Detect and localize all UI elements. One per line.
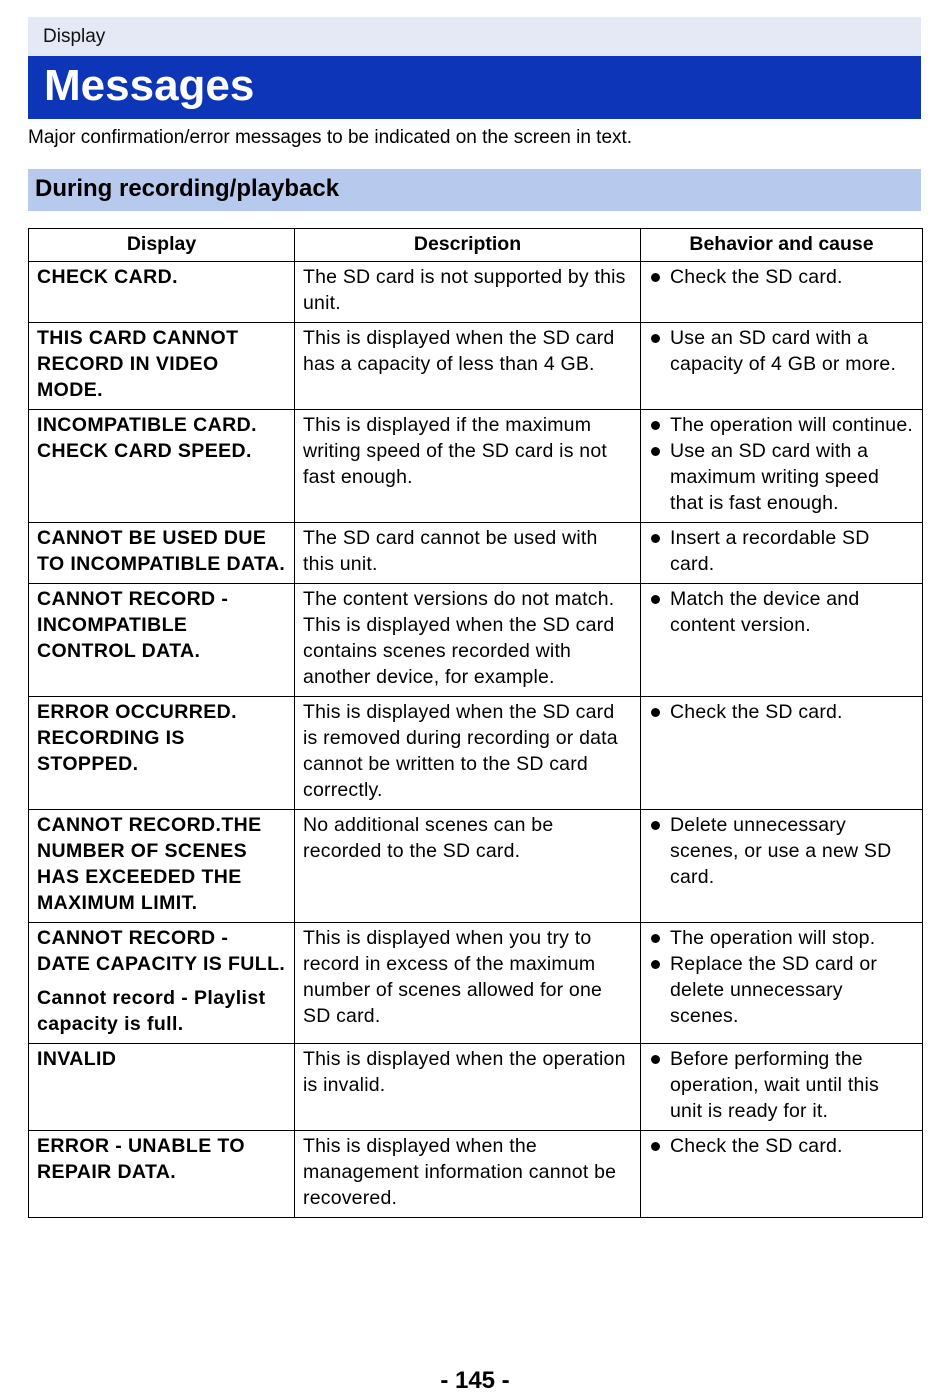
display-message: CANNOT RECORD - INCOMPATIBLE CONTROL DATA.	[37, 588, 229, 662]
display-cell	[29, 523, 295, 584]
behavior-item: The operation will continue.	[649, 412, 914, 438]
behavior-cell	[641, 810, 923, 923]
behavior-list	[649, 699, 914, 725]
display-message: ERROR OCCURRED. RECORDING IS STOPPED.	[37, 701, 237, 775]
description-cell: The content versions do not match. This is displayed when the SD card contains scenes recorded with another device, for example.	[295, 584, 641, 697]
display-cell	[29, 810, 295, 923]
table-row	[29, 523, 923, 584]
behavior-list	[649, 525, 914, 577]
table-row	[29, 584, 923, 697]
display-message: CANNOT RECORD.THE NUMBER OF SCENES HAS EXCEEDED THE MAXIMUM LIMIT.	[37, 814, 262, 914]
behavior-item: Check the SD card.	[649, 699, 914, 725]
behavior-item: The operation will stop.	[649, 925, 914, 951]
messages-table	[28, 228, 923, 1218]
display-cell	[29, 1044, 295, 1131]
table-row	[29, 923, 923, 1044]
description-cell: This is displayed when the management information cannot be recovered.	[295, 1131, 641, 1218]
description-cell: This is displayed when the operation is invalid.	[295, 1044, 641, 1131]
behavior-list	[649, 586, 914, 638]
behavior-list	[649, 264, 914, 290]
behavior-cell	[641, 923, 923, 1044]
table-row	[29, 1131, 923, 1218]
display-cell	[29, 323, 295, 410]
description-cell: This is displayed when the SD card has a capacity of less than 4 GB.	[295, 323, 641, 410]
page-number: - 145 -	[440, 1367, 510, 1394]
behavior-list	[649, 812, 914, 890]
description-cell: No additional scenes can be recorded to the SD card.	[295, 810, 641, 923]
behavior-cell	[641, 262, 923, 323]
behavior-item: Match the device and content version.	[649, 586, 914, 638]
display-message: INCOMPATIBLE CARD. CHECK CARD SPEED.	[37, 414, 257, 462]
behavior-item: Before performing the operation, wait until this unit is ready for it.	[649, 1046, 914, 1124]
page-title: Messages	[44, 61, 255, 110]
behavior-cell	[641, 697, 923, 810]
display-message: CANNOT RECORD - DATE CAPACITY IS FULL.	[37, 927, 286, 975]
display-cell	[29, 410, 295, 523]
behavior-cell	[641, 1131, 923, 1218]
table-row	[29, 1044, 923, 1131]
behavior-cell	[641, 1044, 923, 1131]
behavior-cell	[641, 410, 923, 523]
header-behavior: Behavior and cause	[641, 229, 923, 262]
behavior-cell	[641, 323, 923, 410]
description-cell: This is displayed when the SD card is removed during recording or data cannot be written to the SD card correctly.	[295, 697, 641, 810]
display-cell	[29, 697, 295, 810]
header-description: Description	[295, 229, 641, 262]
display-cell	[29, 262, 295, 323]
breadcrumb: Display	[28, 17, 921, 56]
display-message: ERROR - UNABLE TO REPAIR DATA.	[37, 1135, 245, 1183]
description-cell: The SD card cannot be used with this unit.	[295, 523, 641, 584]
behavior-item: Insert a recordable SD card.	[649, 525, 914, 577]
table-row	[29, 262, 923, 323]
display-cell	[29, 923, 295, 1044]
display-message: CANNOT BE USED DUE TO INCOMPATIBLE DATA.	[37, 527, 286, 575]
behavior-item: Use an SD card with a capacity of 4 GB or more.	[649, 325, 914, 377]
section-heading: During recording/playback	[28, 169, 921, 211]
behavior-cell	[641, 584, 923, 697]
behavior-list	[649, 325, 914, 377]
description-cell: The SD card is not supported by this unit.	[295, 262, 641, 323]
behavior-list	[649, 1133, 914, 1159]
title-bar	[28, 56, 921, 119]
behavior-item: Delete unnecessary scenes, or use a new SD card.	[649, 812, 914, 890]
behavior-item: Check the SD card.	[649, 1133, 914, 1159]
display-message: INVALID	[37, 1048, 117, 1070]
behavior-cell	[641, 523, 923, 584]
table-row	[29, 697, 923, 810]
table-row	[29, 810, 923, 923]
table-row	[29, 410, 923, 523]
behavior-item: Replace the SD card or delete unnecessary scenes.	[649, 951, 914, 1029]
behavior-list	[649, 412, 914, 516]
table-row	[29, 323, 923, 410]
description-cell: This is displayed if the maximum writing speed of the SD card is not fast enough.	[295, 410, 641, 523]
behavior-item: Check the SD card.	[649, 264, 914, 290]
display-message: THIS CARD CANNOT RECORD IN VIDEO MODE.	[37, 327, 239, 401]
behavior-list	[649, 1046, 914, 1124]
description-cell: This is displayed when you try to record in excess of the maximum number of scenes allowed for one SD card.	[295, 923, 641, 1044]
display-message: CHECK CARD.	[37, 266, 178, 288]
header-display: Display	[29, 229, 295, 262]
display-cell	[29, 584, 295, 697]
behavior-list	[649, 925, 914, 1029]
intro-text: Major confirmation/error messages to be indicated on the screen in text.	[28, 127, 633, 148]
display-cell	[29, 1131, 295, 1218]
behavior-item: Use an SD card with a maximum writing speed that is fast enough.	[649, 438, 914, 516]
table-header-row	[29, 229, 923, 262]
display-message: Cannot record - Playlist capacity is full.	[37, 987, 266, 1035]
